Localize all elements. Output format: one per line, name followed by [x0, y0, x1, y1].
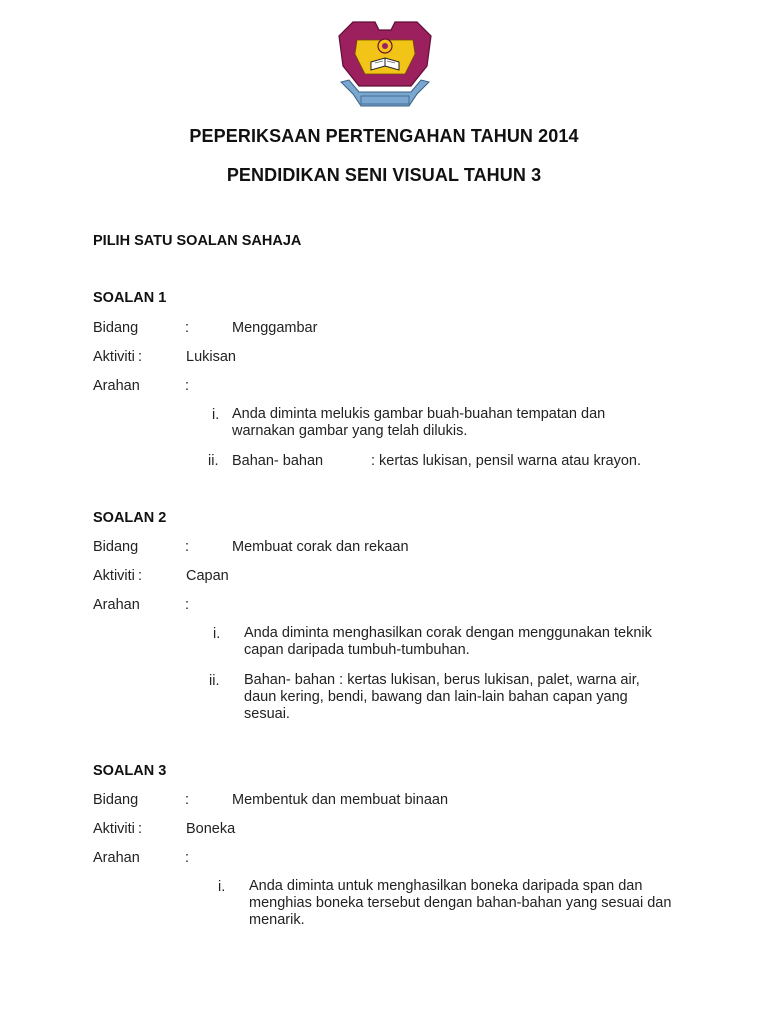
item-text: Anda diminta menghasilkan corak dengan menggunakan teknik capan daripada tumbuh-tumbuhan.	[244, 625, 652, 658]
question-heading: SOALAN 1	[93, 290, 167, 306]
bidang-colon: :	[185, 792, 190, 808]
exam-title: PEPERIKSAAN PERTENGAHAN TAHUN 2014	[189, 126, 579, 146]
question-heading: SOALAN 3	[93, 763, 167, 779]
arahan-colon: :	[185, 378, 190, 394]
aktiviti-value: Boneka	[186, 821, 236, 837]
bidang-label: Bidang	[93, 539, 139, 555]
bidang-value: Membuat corak dan rekaan	[232, 539, 409, 555]
instruction-text: PILIH SATU SOALAN SAHAJA	[93, 233, 302, 249]
bidang-label: Bidang	[93, 792, 139, 808]
item-number: ii.	[208, 453, 219, 469]
arahan-label: Arahan	[93, 378, 140, 394]
arahan-label: Arahan	[93, 850, 140, 866]
aktiviti-label: Aktiviti	[93, 349, 135, 365]
item-number: i.	[212, 407, 220, 423]
subject-title: PENDIDIKAN SENI VISUAL TAHUN 3	[226, 165, 542, 185]
bidang-colon: :	[185, 539, 190, 555]
aktiviti-colon: :	[138, 821, 143, 837]
aktiviti-label: Aktiviti	[93, 568, 135, 584]
school-crest-logo	[335, 16, 435, 112]
item-number: i.	[213, 626, 221, 642]
bidang-colon: :	[185, 320, 190, 336]
item-number: i.	[218, 879, 226, 895]
bidang-value: Menggambar	[232, 320, 318, 336]
item-text: Bahan- bahan	[232, 453, 324, 469]
arahan-colon: :	[185, 597, 190, 613]
item-number: ii.	[209, 673, 220, 689]
bidang-value: Membentuk dan membuat binaan	[232, 792, 449, 808]
item-text: Anda diminta melukis gambar buah-buahan tempatan dan warnakan gambar yang telah dilukis.	[232, 406, 606, 439]
item-text: Anda diminta untuk menghasilkan boneka daripada span dan menghias boneka tersebut dengan bahan-bahan yang sesuai dan menarik.	[249, 878, 672, 928]
bidang-label: Bidang	[93, 320, 139, 336]
question-heading: SOALAN 2	[93, 510, 167, 526]
arahan-label: Arahan	[93, 597, 140, 613]
aktiviti-value: Capan	[186, 568, 229, 584]
item-text-materials: : kertas lukisan, pensil warna atau krayon.	[371, 453, 641, 469]
arahan-colon: :	[185, 850, 190, 866]
aktiviti-label: Aktiviti	[93, 821, 135, 837]
aktiviti-colon: :	[138, 568, 143, 584]
aktiviti-value: Lukisan	[186, 349, 236, 365]
crest-ribbon-band	[361, 96, 409, 104]
item-text: Bahan- bahan : kertas lukisan, berus lukisan, palet, warna air, daun kering, bendi, bawang dan lain-lain bahan capan yang sesuai.	[244, 672, 640, 722]
aktiviti-colon: :	[138, 349, 143, 365]
